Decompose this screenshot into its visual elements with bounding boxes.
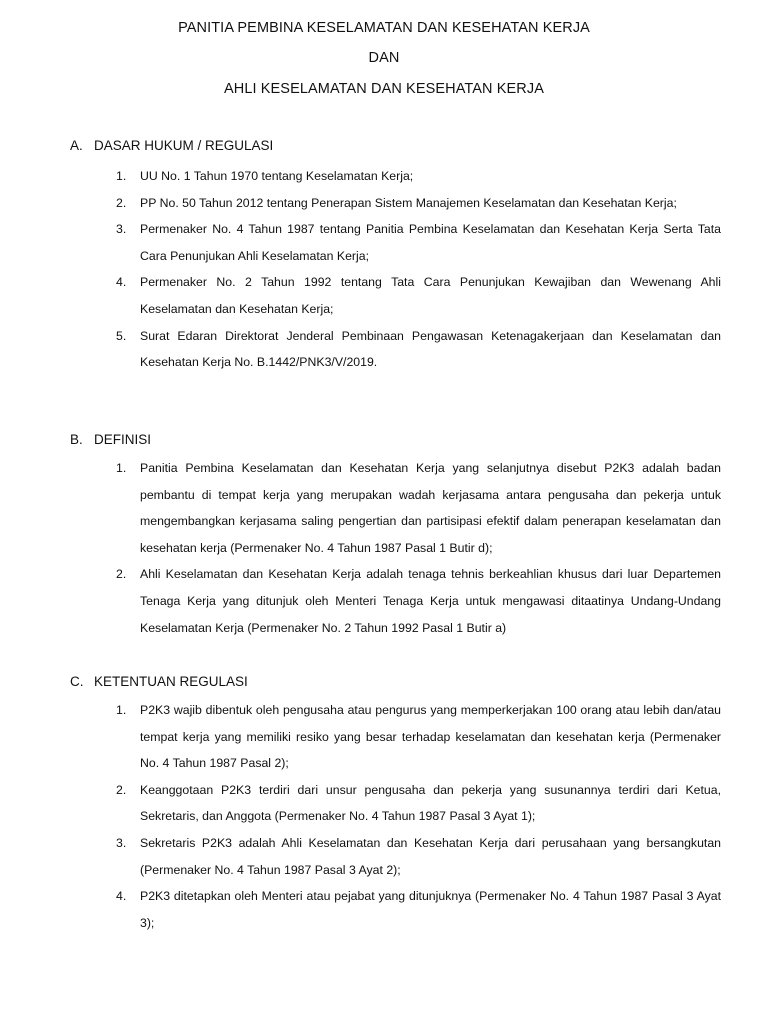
list-item-text: UU No. 1 Tahun 1970 tentang Keselamatan Kerja; [140,169,414,183]
section-letter: A. [70,138,83,153]
list-item [70,455,721,561]
list-item [70,561,721,641]
list-item [70,830,721,883]
list-item-number: 1. [116,703,127,717]
section-dasar-hukum [70,136,730,376]
list-item [70,883,721,936]
list-item-number: 3. [116,835,127,850]
section-title: DEFINISI [94,432,152,447]
list-item-text: Surat Edaran Direktorat Jenderal Pembinaan Pengawasan Ketenagakerjaan dan Keselamatan dan Kesehatan Kerja No. B.1442/PNK3/V/2019. [140,328,721,370]
list-item [70,216,721,269]
list-item-text: P2K3 wajib dibentuk oleh pengusaha atau pengurus yang memperkerjakan 100 orang atau lebih dan/atau tempat kerja yang memiliki resiko yang besar terhadap keselamatan dan kesehatan kerja (Permenaker No. 4 Tahun 1987 Pasal 2); [140,703,721,771]
list-item-number: 4. [116,889,127,904]
section-list [70,163,730,376]
section-ketentuan-regulasi [70,672,730,936]
list-item [70,323,721,376]
section-list [70,697,730,936]
list-item-number: 2. [116,195,127,210]
list-item [70,269,721,322]
list-item-text: Permenaker No. 2 Tahun 1992 tentang Tata Cara Penunjukan Kewajiban dan Wewenang Ahli Keselamatan dan Kesehatan Kerja; [140,275,721,316]
list-item-number: 5. [116,328,127,343]
section-heading [70,136,730,156]
section-letter: C. [70,674,84,689]
section-heading [70,672,730,692]
list-item-text: PP No. 50 Tahun 2012 tentang Penerapan Sistem Manajemen Keselamatan dan Kesehatan Kerja; [140,195,677,210]
list-item-number: 2. [116,567,127,582]
list-item-text: Permenaker No. 4 Tahun 1987 tentang Panitia Pembina Keselamatan dan Kesehatan Kerja Serta Tata Cara Penunjukan Ahli Keselamatan Kerja; [140,222,721,263]
list-item-number: 1. [116,169,127,183]
section-definisi [70,430,730,641]
list-item-number: 1. [116,461,127,475]
section-letter: B. [70,432,83,447]
list-item [70,163,721,190]
list-item-text: Sekretaris P2K3 adalah Ahli Keselamatan dan Kesehatan Kerja dari perusahaan yang bersangkutan (Permenaker No. 4 Tahun 1987 Pasal 3 Ayat 2); [140,835,721,877]
list-item-text: Panitia Pembina Keselamatan dan Kesehatan Kerja yang selanjutnya disebut P2K3 adalah badan pembantu di tempat kerja yang merupakan wadah kerjasama antara pengusaha dan pekerja untuk mengembangkan kerjasama saling pengertian dan partisipasi efektif dalam penerapan keselamatan dan kesehatan kerja (Permenaker No. 4 Tahun 1987 Pasal 1 Butir d); [140,461,721,555]
document-title-line-2: DAN [368,50,400,66]
section-title: KETENTUAN REGULASI [94,674,248,689]
list-item-number: 2. [116,782,127,797]
list-item-number: 4. [116,275,127,290]
list-item [70,190,721,217]
list-item [70,697,721,777]
section-heading [70,430,730,450]
document-title-line-3: AHLI KESELAMATAN DAN KESEHATAN KERJA [224,81,544,97]
list-item-text: P2K3 ditetapkan oleh Menteri atau pejabat yang ditunjuknya (Permenaker No. 4 Tahun 1987 Pasal 3 Ayat 3); [140,889,721,930]
list-item-number: 3. [116,222,127,237]
section-list [70,455,730,641]
section-title: DASAR HUKUM / REGULASI [94,138,274,153]
list-item-text: Ahli Keselamatan dan Kesehatan Kerja adalah tenaga tehnis berkeahlian khusus dari luar Departemen Tenaga Kerja yang ditunjuk oleh Menteri Tenaga Kerja untuk mengawasi ditaatinya Undang-Undang Keselamatan Kerja (Permenaker No. 2 Tahun 1992 Pasal 1 Butir a) [140,567,721,635]
document-title-line-1: PANITIA PEMBINA KESELAMATAN DAN KESEHATAN KERJA [178,20,590,36]
list-item [70,777,721,830]
list-item-text: Keanggotaan P2K3 terdiri dari unsur pengusaha dan pekerja yang susunannya terdiri dari Ketua, Sekretaris, dan Anggota (Permenaker No. 4 Tahun 1987 Pasal 3 Ayat 1); [140,782,721,824]
